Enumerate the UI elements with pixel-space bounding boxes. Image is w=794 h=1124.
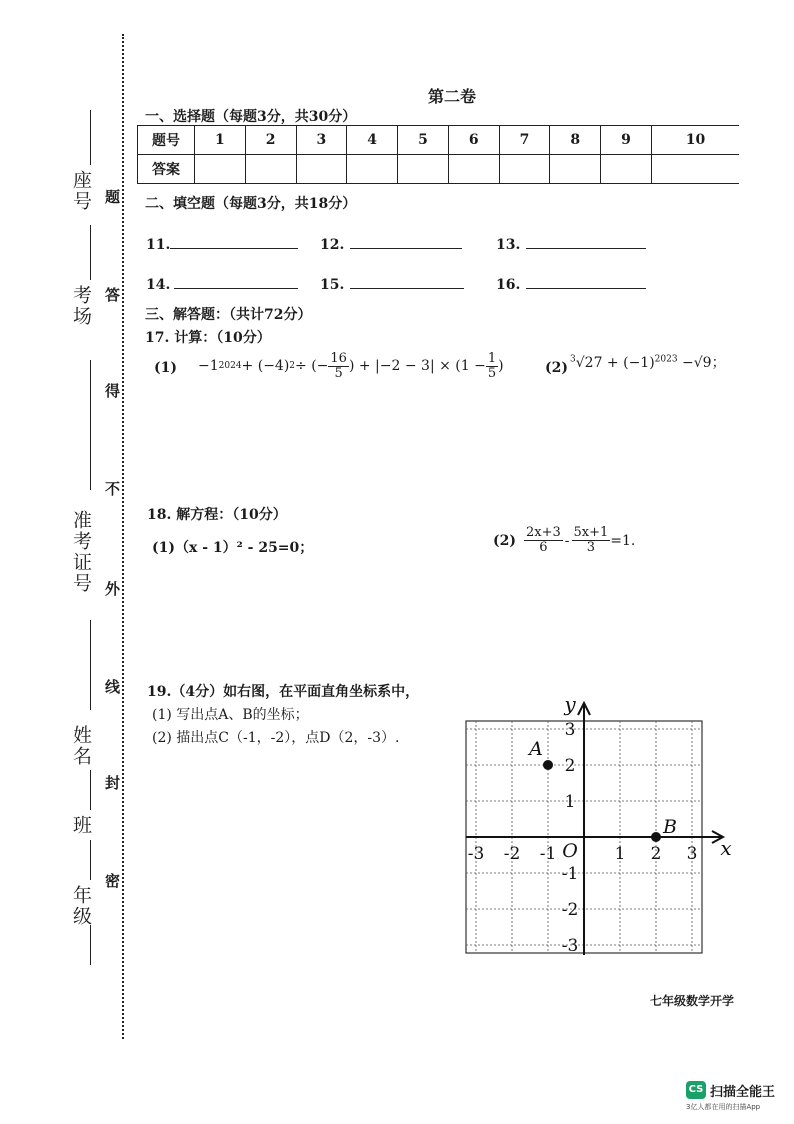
coordinate-axes (466, 703, 723, 955)
answer-cell[interactable] (601, 155, 652, 184)
fraction-numerator: 16 (330, 350, 347, 366)
x-tick-label: 3 (686, 844, 698, 864)
answer-number-cell: 5 (398, 126, 449, 155)
scanner-name: 扫描全能王 (710, 1085, 776, 1100)
fraction-denominator: 5 (487, 365, 497, 381)
page-footer-label: 七年级数学开学 (650, 994, 735, 1008)
fill-item-12 (320, 234, 462, 253)
section3-heading: 三、解答题：（共计72分） (145, 307, 312, 323)
answer-table-answer-label: 答案 (138, 155, 195, 184)
fill-item-16 (496, 274, 646, 293)
answer-cell[interactable] (499, 155, 550, 184)
answer-cell[interactable] (347, 155, 398, 184)
fraction-numerator: 1 (487, 350, 497, 366)
fill-blank[interactable] (526, 234, 646, 249)
answer-cell[interactable] (550, 155, 601, 184)
answer-table (137, 125, 739, 184)
point-marker (651, 832, 661, 842)
expr-fraction (524, 526, 563, 555)
point-label: A (529, 738, 543, 760)
room-label: 考场 (70, 285, 92, 327)
section1-heading: 一、选择题（每题3分，共30分） (145, 109, 357, 125)
fill-item-15 (320, 274, 464, 293)
answer-number-cell: 4 (347, 126, 398, 155)
expr-exponent: 2023 (654, 354, 678, 365)
q19-title: 19.（4分）如右图，在平面直角坐标系中， (147, 684, 420, 700)
fill-item-number: 12. (320, 237, 345, 253)
fill-item-11 (146, 234, 298, 253)
y-tick-label: 2 (564, 756, 576, 776)
point-marker (543, 760, 553, 770)
answer-number-cell: 6 (448, 126, 499, 155)
q17-part2-expression (570, 352, 726, 372)
expr-text: √27 + (−1) (575, 355, 655, 371)
answer-table-answer-row (138, 155, 740, 184)
seal-char-5: 外 (105, 580, 121, 598)
expr-fraction (328, 352, 349, 381)
expr-text: ) + |−2 − 3| × (1 − (348, 358, 486, 374)
fill-item-number: 13. (496, 237, 521, 253)
answer-number-cell: 7 (499, 126, 550, 155)
answer-number-cell: 9 (601, 126, 652, 155)
q17-part2-label: (2) (545, 360, 568, 376)
expr-text: =1. (610, 532, 636, 549)
name-blank-line (90, 620, 91, 710)
q19-line1: (1) 写出点A、B的坐标； (152, 707, 309, 723)
room-blank-line (90, 225, 91, 280)
answer-cell[interactable] (651, 155, 739, 184)
y-axis-label: y (564, 692, 576, 716)
fraction-denominator: 3 (586, 540, 596, 555)
y-tick-label: -2 (561, 900, 579, 920)
expr-fraction (486, 352, 498, 381)
seat-blank-line (90, 110, 91, 165)
seat-label: 座号 (70, 170, 92, 212)
x-tick-label: 1 (614, 844, 626, 864)
scanner-tagline: 3亿人都在用的扫描App (686, 1103, 761, 1111)
answer-number-cell: 8 (550, 126, 601, 155)
seal-char-1: 题 (105, 188, 121, 206)
q19-line2: (2) 描出点C（-1，-2），点D（2，-3）. (152, 730, 400, 746)
fill-item-number: 11. (146, 237, 171, 253)
answer-cell[interactable] (398, 155, 449, 184)
expr-exponent: 2 (289, 361, 296, 371)
fraction-numerator: 5x+1 (573, 525, 609, 540)
binding-dotted-line (122, 34, 124, 1039)
coordinate-plane (450, 690, 740, 965)
class-label: 班 (70, 815, 92, 836)
expr-text: + (−4) (241, 358, 290, 374)
seal-char-8: 密 (105, 872, 121, 890)
coordinate-tick-labels (468, 692, 732, 956)
x-axis-label: x (720, 836, 732, 860)
grade-blank-line (90, 925, 91, 965)
answer-cell[interactable] (245, 155, 296, 184)
fraction-numerator: 2x+3 (526, 525, 561, 540)
x-tick-label: 2 (650, 844, 662, 864)
q18-part1: (1)（x - 1）² - 25=0； (152, 540, 314, 556)
fill-blank[interactable] (174, 274, 298, 289)
answer-number-cell: 3 (296, 126, 347, 155)
y-tick-label: 1 (564, 792, 576, 812)
expr-fraction (572, 526, 611, 555)
fill-item-number: 15. (320, 277, 345, 293)
answer-number-cell: 2 (245, 126, 296, 155)
fraction-denominator: 6 (539, 540, 548, 555)
answer-cell[interactable] (448, 155, 499, 184)
y-tick-label: -3 (561, 936, 579, 956)
seal-char-4: 不 (105, 480, 121, 498)
root-index: 3 (570, 354, 576, 365)
exam-id-label: 准考证号 (70, 510, 92, 594)
expr-text: −1 (198, 358, 219, 374)
fill-blank[interactable] (350, 274, 464, 289)
q18-part2-label: (2) (493, 532, 516, 549)
name-label: 姓名 (70, 725, 92, 767)
expr-text: ÷ (− (295, 358, 329, 374)
answer-cell[interactable] (296, 155, 347, 184)
q17-title: 17. 计算：（10分） (145, 330, 271, 346)
section2-heading: 二、填空题（每题3分，共18分） (145, 196, 357, 212)
y-tick-label: 3 (564, 720, 576, 740)
fill-item-13 (496, 234, 646, 253)
seal-char-7: 封 (105, 774, 121, 792)
expr-text: - (564, 532, 570, 549)
answer-table-header-label: 题号 (138, 126, 195, 155)
page-title: 第二卷 (428, 87, 477, 106)
x-tick-label: -1 (539, 844, 557, 864)
q17-part1-expression (198, 348, 504, 384)
point-label: B (663, 816, 677, 838)
origin-label: O (562, 840, 578, 862)
expr-text: ) (498, 358, 504, 374)
fill-blank[interactable] (350, 234, 462, 249)
fraction-denominator: 5 (334, 365, 343, 381)
fill-item-number: 16. (496, 277, 521, 293)
fill-item-number: 14. (146, 277, 171, 293)
q18-part2-expression (493, 526, 635, 555)
answer-cell[interactable] (195, 155, 246, 184)
fill-item-14 (146, 274, 298, 293)
exam-id-blank-line (90, 360, 91, 490)
y-tick-label: -1 (561, 864, 579, 884)
expr-text: −√9； (677, 355, 726, 371)
fill-blank[interactable] (526, 274, 646, 289)
seal-char-2: 答 (105, 286, 121, 304)
answer-table-header-row (138, 126, 740, 155)
grade-blank-line-top (90, 840, 91, 880)
q18-title: 18. 解方程：（10分） (147, 507, 287, 523)
expr-exponent: 2024 (218, 361, 242, 371)
x-tick-label: -2 (503, 844, 521, 864)
class-blank-line (90, 770, 91, 810)
seal-char-6: 线 (105, 678, 121, 696)
answer-number-cell: 10 (651, 126, 739, 155)
answer-number-cell: 1 (195, 126, 246, 155)
q17-part1-label: (1) (154, 360, 177, 376)
grade-label: 年级 (70, 885, 92, 927)
seal-char-3: 得 (105, 382, 121, 400)
coordinate-points (527, 738, 677, 842)
x-tick-label: -3 (467, 844, 485, 864)
scanner-logo-icon: CS (686, 1081, 706, 1099)
fill-blank[interactable] (170, 234, 298, 249)
